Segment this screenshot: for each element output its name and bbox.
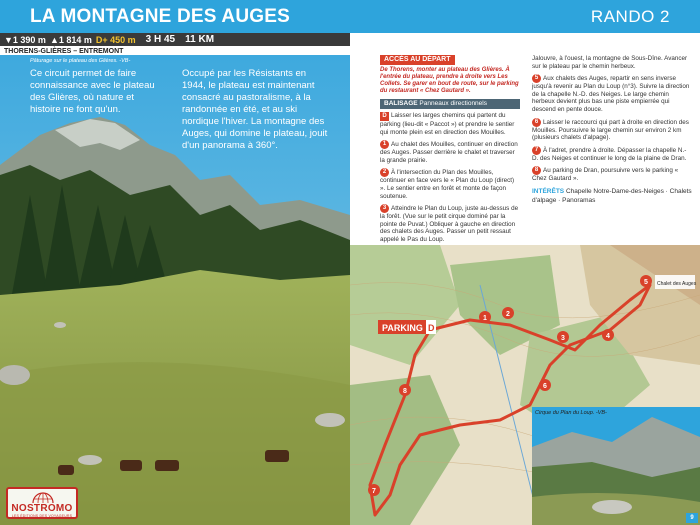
intro-left: Ce circuit permet de faire connaissance avec le plateau des Glières, où nature et histoire ne font qu'un. — [30, 68, 155, 115]
alt-max: ▲1 814 m — [49, 34, 92, 45]
step-text: Au chalet des Mouilles, continuer en direction des Auges. Passer derrière le chalet et traverser la grande prairie. — [380, 141, 518, 164]
duree: 3 H 45 — [145, 34, 176, 45]
publisher-logo — [6, 487, 78, 519]
step-item — [532, 146, 692, 163]
svg-text:1: 1 — [483, 315, 487, 322]
step-number: 1 — [380, 140, 389, 149]
acces-heading: ACCÈS AU DÉPART — [380, 55, 455, 65]
step-item — [532, 74, 692, 113]
rando-number: RANDO 2 — [590, 7, 670, 26]
step-number: 6 — [532, 118, 541, 127]
directions-column-1 — [380, 55, 520, 276]
inset-photo — [532, 407, 700, 525]
denivele: D+ 450 m — [95, 34, 136, 45]
directions-column-2 — [532, 55, 692, 205]
step-item — [532, 55, 692, 70]
step-text: Atteindre le Plan du Loup, juste au-dessus de la forêt. (Vue sur le petit cirque dominé par la pointe de Puvat.) Obliquer à gauche en direction des chalets des Auges. Passer un petit ressaut appelé le Pas du Loup. — [380, 205, 519, 243]
step-number: 2 — [380, 168, 389, 177]
svg-text:5: 5 — [644, 279, 648, 286]
parking-label: PARKING — [382, 323, 423, 333]
distance: 11 KM — [185, 34, 215, 45]
photo-caption: Pâturage sur le plateau des Glières. -VB- — [30, 58, 131, 64]
svg-text:7: 7 — [372, 488, 376, 495]
step-text: À l'intersection du Plan des Mouilles, continuer en face vers le « Plan du Loup (direct) ». Le sentier entre en forêt et monte de façon soutenue. — [380, 169, 515, 200]
balisage-value: Panneaux directionnels — [419, 100, 487, 108]
svg-text:2: 2 — [506, 311, 510, 318]
svg-text:D: D — [428, 323, 435, 333]
header-bar — [0, 0, 700, 33]
step-number: D — [380, 112, 389, 121]
alt-min: ▼1 390 m — [4, 34, 46, 45]
page-number: 9 — [686, 513, 698, 523]
step-text: Laisser les larges chemins qui partent du parking (lieu-dit « Paccot ») et prendre le sentier qui monte plein est en direction des Mouilles. — [380, 112, 515, 136]
step-number: 3 — [380, 204, 389, 213]
balisage-bar — [380, 99, 520, 109]
step-number: 8 — [532, 166, 541, 175]
globe-icon — [32, 491, 54, 503]
interets-label: INTÉRÊTS — [532, 187, 565, 195]
step-number: 7 — [532, 146, 541, 155]
step-item — [532, 118, 692, 142]
step-item — [380, 168, 520, 200]
logo-tagline: LES ÉDITIONS DES VOYAGEURS — [11, 514, 73, 518]
inset-caption: Cirque du Plan du Loup. -VB- — [535, 410, 607, 416]
svg-text:6: 6 — [543, 383, 547, 390]
svg-text:4: 4 — [606, 333, 610, 340]
stats-bar — [0, 33, 350, 46]
step-item — [532, 166, 692, 183]
logo-brand: NOSTROMO — [11, 503, 73, 514]
intro-right: Occupé par les Résistants en 1944, le plateau est maintenant consacré au pastoralisme, à la randonnée en été, et au ski nordique l'hiver. La montagne des Auges, qui domine le plateau, jouit d'un panorama à 360°. — [182, 68, 328, 151]
step-text: Laisser le raccourci qui part à droite en direction des Mouilles. Poursuivre le large chemin sur environ 2 km (plusieurs chalets d'alpage). — [532, 118, 689, 142]
step-number: 5 — [532, 74, 541, 83]
step-item — [380, 204, 520, 243]
svg-text:8: 8 — [403, 388, 407, 395]
interets-section — [532, 187, 692, 205]
chalet-label: Chalet des Auges — [657, 281, 697, 287]
step-text: Jalouvre, à l'ouest, la montagne de Sous-Dîne. Avancer sur le plateau par le chemin herbeux. — [532, 55, 688, 70]
route-subtitle: THORENS-GLIÈRES – ENTREMONT — [4, 48, 124, 55]
balisage-label: BALISAGE — [384, 100, 418, 108]
page-title: LA MONTAGNE DES AUGES — [30, 6, 291, 27]
interets-items: Chapelle Notre-Dame-des-Neiges · Chalets d'alpage · Panoramas — [532, 187, 692, 204]
step-text: Au parking de Dran, poursuivre vers le parking « Chez Gautard ». — [532, 167, 679, 183]
step-item — [380, 112, 520, 136]
svg-text:3: 3 — [561, 335, 565, 342]
step-text: À l'adret, prendre à droite. Dépasser la chapelle N.-D. des Neiges et continuer le long de la plaine de Dran. — [532, 146, 687, 162]
step-text: Aux chalets des Auges, repartir en sens inverse jusqu'à revenir au Plan du Loup (n°3). Suivre la direction de la chapelle N.-D. des Neiges. Le large chemin herbeux devient plus bas une piste empierrée qui descend en pente douce. — [532, 75, 690, 113]
step-item — [380, 140, 520, 164]
acces-text: De Thorens, monter au plateau des Glières. À l'entrée du plateau, prendre à droite vers Les Collets. Se garer en bout de route, sur le parking du restaurant « Chez Gautard ». — [380, 66, 519, 95]
